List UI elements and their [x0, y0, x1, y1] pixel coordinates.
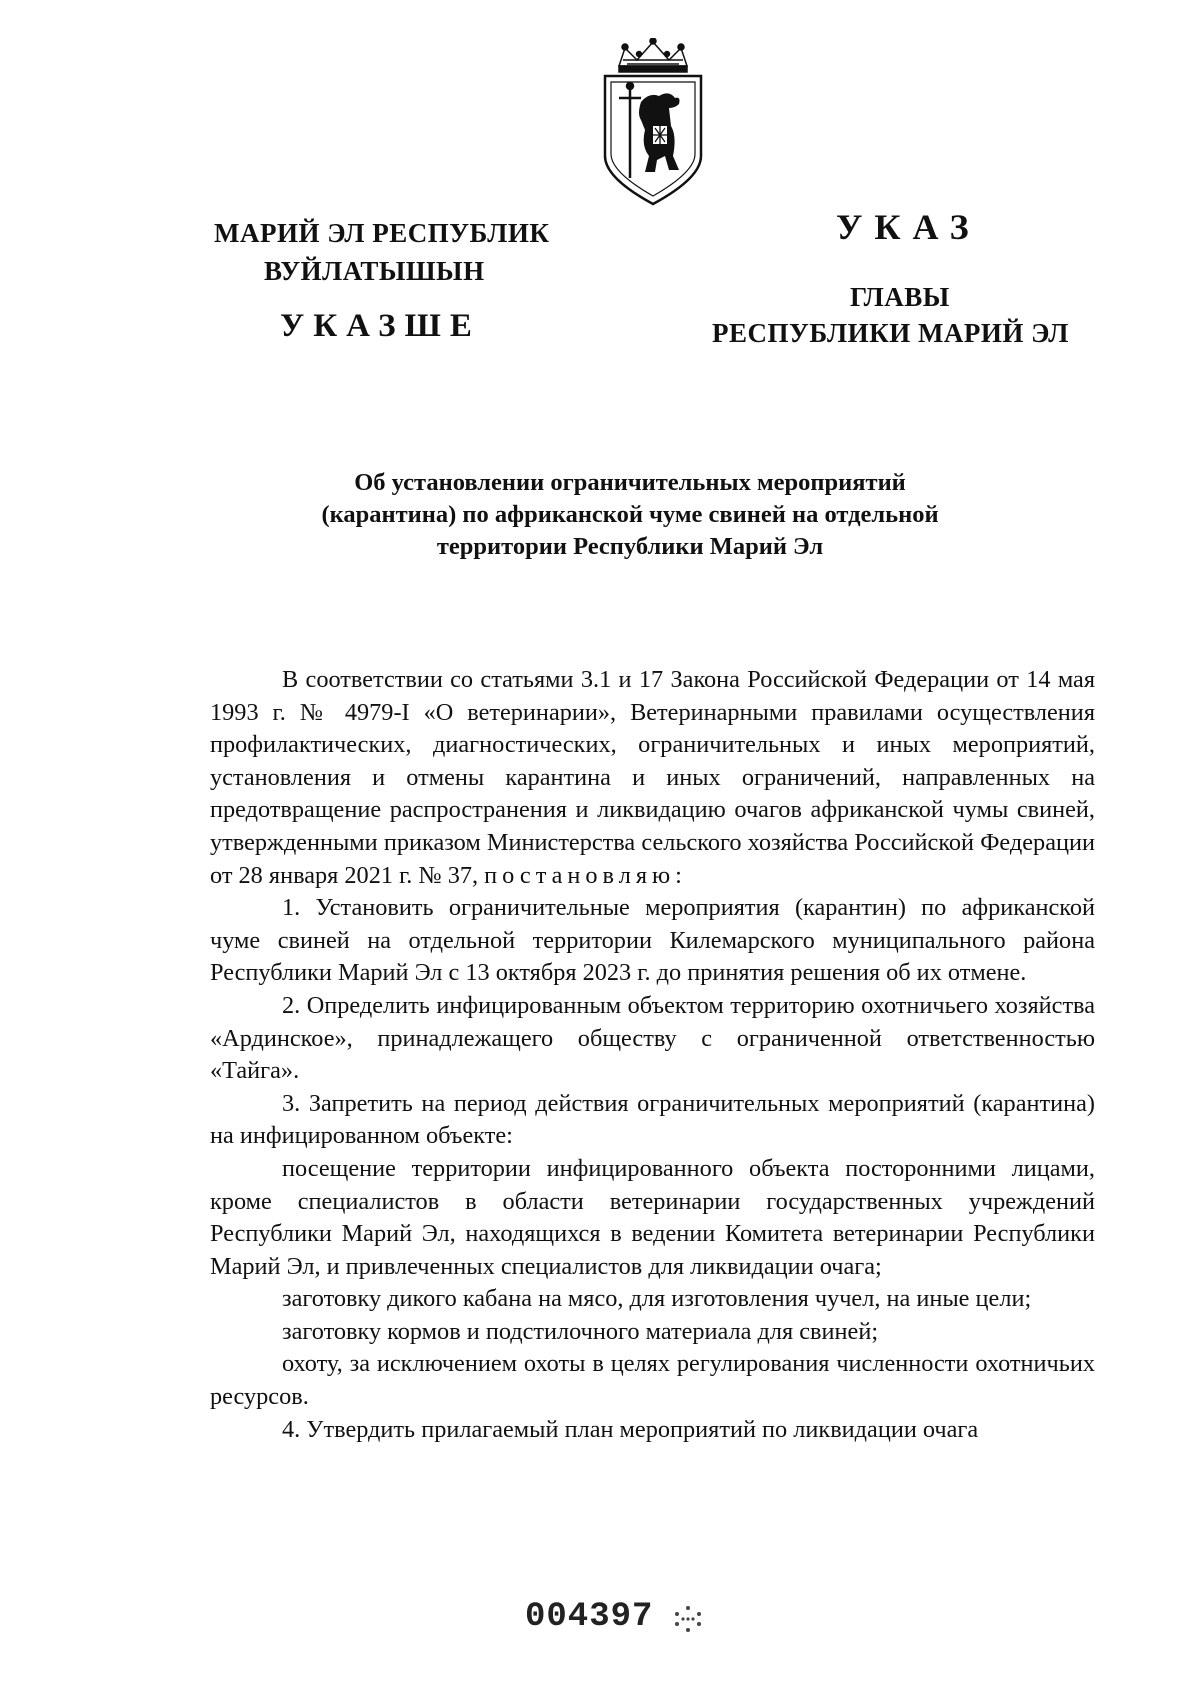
- item-1: 1. Установить ограничительные мероприятия (карантин) по африканской чуме свиней на отдельной территории Килемарского муниципального района Республики Марий Эл с 13 октября 2023 г. до принятия решения об их отмене.: [210, 894, 1095, 987]
- serial-number: 004397: [525, 1598, 654, 1636]
- title-line3: территории Республики Марий Эл: [436, 533, 824, 560]
- item-3: 3. Запретить на период действия ограничительных мероприятий (карантина) на инфицированном объекте:: [210, 1089, 1095, 1150]
- decree-word: постановляю:: [484, 861, 687, 889]
- item-3-c: заготовку кормов и подстилочного материала для свиней;: [282, 1317, 879, 1345]
- title-line2: (карантина) по африканской чуме свиней на отдельной: [321, 501, 939, 528]
- item-3-a: посещение территории инфицированного объекта посторонними лицами, кроме специалистов в области ветеринарии государственных учреждений Республики Марий Эл, находящихся в ведении Комитета ветеринарии Республики Марий Эл, и привлеченных специалистов для ликвидации очага;: [210, 1154, 1095, 1280]
- header-right-line2: ГЛАВЫ: [850, 282, 950, 312]
- asterisk-stamp-icon: [672, 1604, 704, 1634]
- coat-of-arms-icon: [597, 38, 709, 208]
- intro-paragraph: [210, 664, 1095, 892]
- title-line1: Об установлении ограничительных мероприятий: [354, 469, 906, 496]
- item-4: 4. Утвердить прилагаемый план мероприятий по ликвидации очага: [282, 1415, 979, 1443]
- document-body: [210, 664, 1095, 1446]
- item-3-b: заготовку дикого кабана на мясо, для изготовления чучел, на иные цели;: [282, 1285, 1032, 1313]
- document-title: [190, 467, 1070, 563]
- header-right-line3: РЕСПУБЛИКИ МАРИЙ ЭЛ: [712, 318, 1069, 348]
- header-right-line1: УКАЗ: [836, 207, 981, 247]
- header-left-line3: УКАЗШЕ: [280, 308, 481, 344]
- header-left-line2: ВУЙЛАТЫШЫН: [264, 256, 485, 286]
- item-2: 2. Определить инфицированным объектом территорию охотничьего хозяйства «Ардинское», принадлежащего обществу с ограниченной ответственностью «Тайга».: [210, 991, 1095, 1085]
- item-3-d: охоту, за исключением охоты в целях регулирования численности охотничьих ресурсов.: [210, 1350, 1095, 1411]
- header-left-line1: МАРИЙ ЭЛ РЕСПУБЛИК: [214, 218, 550, 248]
- intro-text: В соответствии со статьями 3.1 и 17 Закона Российской Федерации от 14 мая 1993 г. № 4979-I «О ветеринарии», Ветеринарными правилами осуществления профилактических, диагностических, ограничительных и иных мероприятий, установления и отмены карантина и иных ограничений, направленных на предотвращение распространения и ликвидацию очагов африканской чумы свиней, утвержденными приказом Министерства сельского хозяйства Российской Федерации от 28 января 2021 г. № 37,: [210, 666, 1095, 889]
